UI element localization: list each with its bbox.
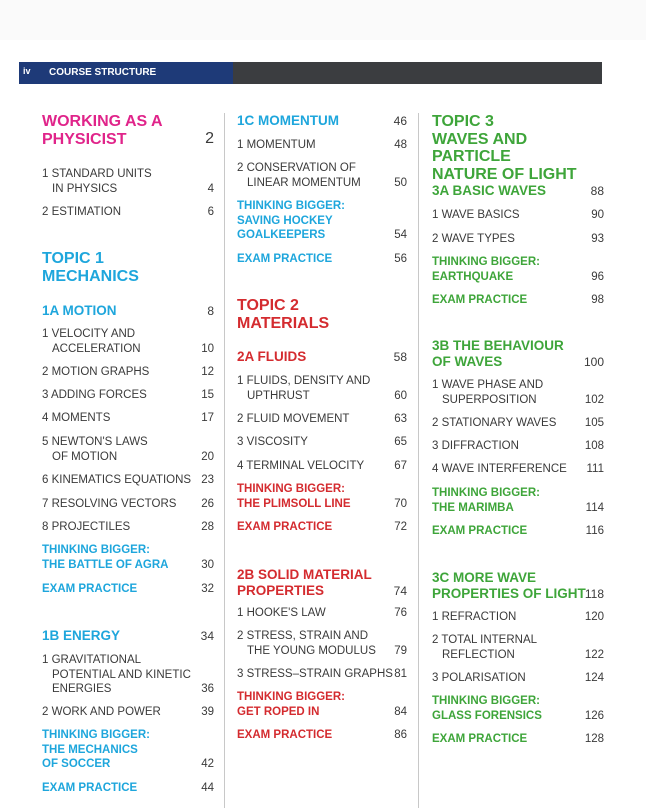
page-ref: 2 <box>205 130 214 147</box>
topic-2-heading: TOPIC 2 MATERIALS <box>237 297 330 332</box>
toc-item[interactable]: 1 MOMENTUM 48 <box>237 139 407 151</box>
page-ref: 34 <box>200 629 214 643</box>
page-ref: 93 <box>591 233 604 245</box>
toc-item[interactable]: 2 MOTION GRAPHS 12 <box>42 366 214 378</box>
section-1a-heading[interactable]: 1A MOTION 8 <box>42 303 214 318</box>
section-3c-heading[interactable]: 3C MORE WAVE PROPERTIES OF LIGHT 118 <box>432 570 604 601</box>
thinking-bigger-item[interactable]: THINKING BIGGER: THE MECHANICS OF SOCCER 42 <box>42 729 214 770</box>
page-ref: 114 <box>585 501 604 514</box>
page-ref: 63 <box>394 413 407 425</box>
page-ref: 108 <box>584 440 604 452</box>
toc-item[interactable]: 1 GRAVITATIONAL POTENTIAL AND KINETIC ENERGIES 36 <box>42 654 214 695</box>
page-ref: 96 <box>591 270 604 283</box>
section-2b-heading[interactable]: 2B SOLID MATERIAL PROPERTIES 74 <box>237 567 407 598</box>
page-ref: 67 <box>394 460 407 472</box>
toc-item[interactable]: 4 TERMINAL VELOCITY 67 <box>237 460 407 472</box>
page-ref: 79 <box>394 644 407 657</box>
exam-practice-item[interactable]: EXAM PRACTICE 86 <box>237 729 407 741</box>
page-ref: 74 <box>393 584 407 598</box>
thinking-bigger-item[interactable]: THINKING BIGGER: GET ROPED IN 84 <box>237 691 407 718</box>
toc-item[interactable]: 8 PROJECTILES 28 <box>42 521 214 533</box>
toc-item[interactable]: 1 WAVE PHASE AND SUPERPOSITION 102 <box>432 379 604 406</box>
page-ref: 28 <box>201 521 214 533</box>
toc-item[interactable]: 2 ESTIMATION 6 <box>42 206 214 218</box>
topic-1-heading: TOPIC 1 MECHANICS <box>42 250 139 285</box>
exam-practice-item[interactable]: EXAM PRACTICE 116 <box>432 525 604 537</box>
toc-item[interactable]: 1 STANDARD UNITS IN PHYSICS 4 <box>42 168 214 195</box>
thinking-bigger-item[interactable]: THINKING BIGGER: EARTHQUAKE 96 <box>432 256 604 283</box>
page-ref: 84 <box>394 705 407 718</box>
toc-item[interactable]: 1 REFRACTION 120 <box>432 611 604 623</box>
page-ref: 72 <box>394 521 407 533</box>
page-ref: 44 <box>201 782 214 794</box>
page-ref: 124 <box>584 672 604 684</box>
page-ref: 48 <box>394 139 407 151</box>
toc-item[interactable]: 1 HOOKE'S LAW 76 <box>237 607 407 619</box>
toc-item[interactable]: 2 CONSERVATION OF LINEAR MOMENTUM 50 <box>237 162 407 189</box>
page-ref: 70 <box>394 497 407 510</box>
section-3b-heading[interactable]: 3B THE BEHAVIOUR OF WAVES 100 <box>432 338 604 369</box>
header-title: COURSE STRUCTURE <box>49 67 157 78</box>
toc-item[interactable]: 2 STRESS, STRAIN AND THE YOUNG MODULUS 79 <box>237 630 407 657</box>
toc-item[interactable]: 3 POLARISATION 124 <box>432 672 604 684</box>
toc-item[interactable]: 3 DIFFRACTION 108 <box>432 440 604 452</box>
section-3a-heading[interactable]: 3A BASIC WAVES 88 <box>432 183 604 198</box>
page-ref: 17 <box>201 412 214 424</box>
toc-item[interactable]: 5 NEWTON'S LAWS OF MOTION 20 <box>42 436 214 463</box>
page-ref: 12 <box>201 366 214 378</box>
page-ref: 23 <box>201 474 214 486</box>
page-ref: 111 <box>586 463 604 475</box>
exam-practice-item[interactable]: EXAM PRACTICE 56 <box>237 253 407 265</box>
page-ref: 90 <box>591 209 604 221</box>
toc-item[interactable]: 1 VELOCITY AND ACCELERATION 10 <box>42 328 214 355</box>
exam-practice-item[interactable]: EXAM PRACTICE 72 <box>237 521 407 533</box>
page-ref: 98 <box>591 294 604 306</box>
toc-item[interactable]: 4 WAVE INTERFERENCE 111 <box>432 463 604 475</box>
page-ref: 76 <box>394 607 407 619</box>
page-ref: 60 <box>394 389 407 402</box>
page-ref: 26 <box>201 498 214 510</box>
toc-item[interactable]: 2 WORK AND POWER 39 <box>42 706 214 718</box>
thinking-bigger-item[interactable]: THINKING BIGGER: SAVING HOCKEY GOALKEEPERS 54 <box>237 200 407 241</box>
page-ref: 20 <box>201 450 214 463</box>
page-ref: 126 <box>584 709 604 722</box>
page-ref: 39 <box>201 706 214 718</box>
exam-practice-item[interactable]: EXAM PRACTICE 32 <box>42 583 214 595</box>
section-1c-heading[interactable]: 1C MOMENTUM 46 <box>237 113 407 128</box>
top-strip <box>0 0 646 40</box>
toc-item[interactable]: 2 STATIONARY WAVES 105 <box>432 417 604 429</box>
toc-item[interactable]: 3 VISCOSITY 65 <box>237 436 407 448</box>
page-ref: 88 <box>590 184 604 198</box>
page-ref: 58 <box>393 350 407 364</box>
page-ref: 54 <box>394 229 407 241</box>
toc-item[interactable]: 6 KINEMATICS EQUATIONS 23 <box>42 474 214 486</box>
page-ref: 6 <box>207 206 214 218</box>
thinking-bigger-item[interactable]: THINKING BIGGER: THE PLIMSOLL LINE 70 <box>237 483 407 510</box>
page-ref: 81 <box>394 668 407 680</box>
page-ref: 10 <box>201 342 214 355</box>
toc-item[interactable]: 7 RESOLVING VECTORS 26 <box>42 498 214 510</box>
page-ref: 46 <box>393 114 407 128</box>
toc-item[interactable]: 2 TOTAL INTERNAL REFLECTION 122 <box>432 634 604 661</box>
exam-practice-item[interactable]: EXAM PRACTICE 98 <box>432 294 604 306</box>
column-divider <box>224 113 225 808</box>
page-ref: 8 <box>207 304 214 318</box>
page-ref: 118 <box>584 587 604 601</box>
toc-item[interactable]: 4 MOMENTS 17 <box>42 412 214 424</box>
toc-item[interactable]: 2 WAVE TYPES 93 <box>432 233 604 245</box>
page-ref: 100 <box>583 355 604 369</box>
topic-3-heading: TOPIC 3 WAVES AND PARTICLE NATURE OF LIGHT <box>432 113 577 183</box>
thinking-bigger-item[interactable]: THINKING BIGGER: GLASS FORENSICS 126 <box>432 695 604 722</box>
page-ref: 30 <box>201 558 214 571</box>
toc-item[interactable]: 1 WAVE BASICS 90 <box>432 209 604 221</box>
toc-item[interactable]: 3 STRESS–STRAIN GRAPHS 81 <box>237 668 407 680</box>
exam-practice-item[interactable]: EXAM PRACTICE 44 <box>42 782 214 794</box>
page-ref: 120 <box>584 611 604 623</box>
toc-item[interactable]: 2 FLUID MOVEMENT 63 <box>237 413 407 425</box>
page-number: iv <box>23 66 31 76</box>
page-header <box>19 62 602 84</box>
page-ref: 36 <box>201 683 214 695</box>
page-ref: 4 <box>207 182 214 195</box>
column-divider <box>418 113 419 808</box>
page-ref: 32 <box>201 583 214 595</box>
exam-practice-item[interactable]: EXAM PRACTICE 128 <box>432 733 604 745</box>
page-ref: 102 <box>584 393 604 406</box>
page-ref: 50 <box>394 176 407 189</box>
thinking-bigger-item[interactable]: THINKING BIGGER: THE BATTLE OF AGRA 30 <box>42 544 214 571</box>
page-ref: 42 <box>201 758 214 770</box>
thinking-bigger-item[interactable]: THINKING BIGGER: THE MARIMBA 114 <box>432 487 604 514</box>
toc-item[interactable]: 1 FLUIDS, DENSITY AND UPTHRUST 60 <box>237 375 407 402</box>
page-ref: 15 <box>201 389 214 401</box>
page-ref: 56 <box>394 253 407 265</box>
page-ref: 116 <box>585 525 604 537</box>
page-ref: 86 <box>394 729 407 741</box>
working-as-physicist-heading[interactable]: WORKING AS A PHYSICIST 2 <box>42 113 214 148</box>
section-1b-heading[interactable]: 1B ENERGY 34 <box>42 628 214 643</box>
toc-item[interactable]: 3 ADDING FORCES 15 <box>42 389 214 401</box>
section-2a-heading[interactable]: 2A FLUIDS 58 <box>237 349 407 364</box>
page-ref: 65 <box>394 436 407 448</box>
page-ref: 105 <box>584 417 604 429</box>
page-ref: 122 <box>584 648 604 661</box>
page-ref: 128 <box>584 733 604 745</box>
